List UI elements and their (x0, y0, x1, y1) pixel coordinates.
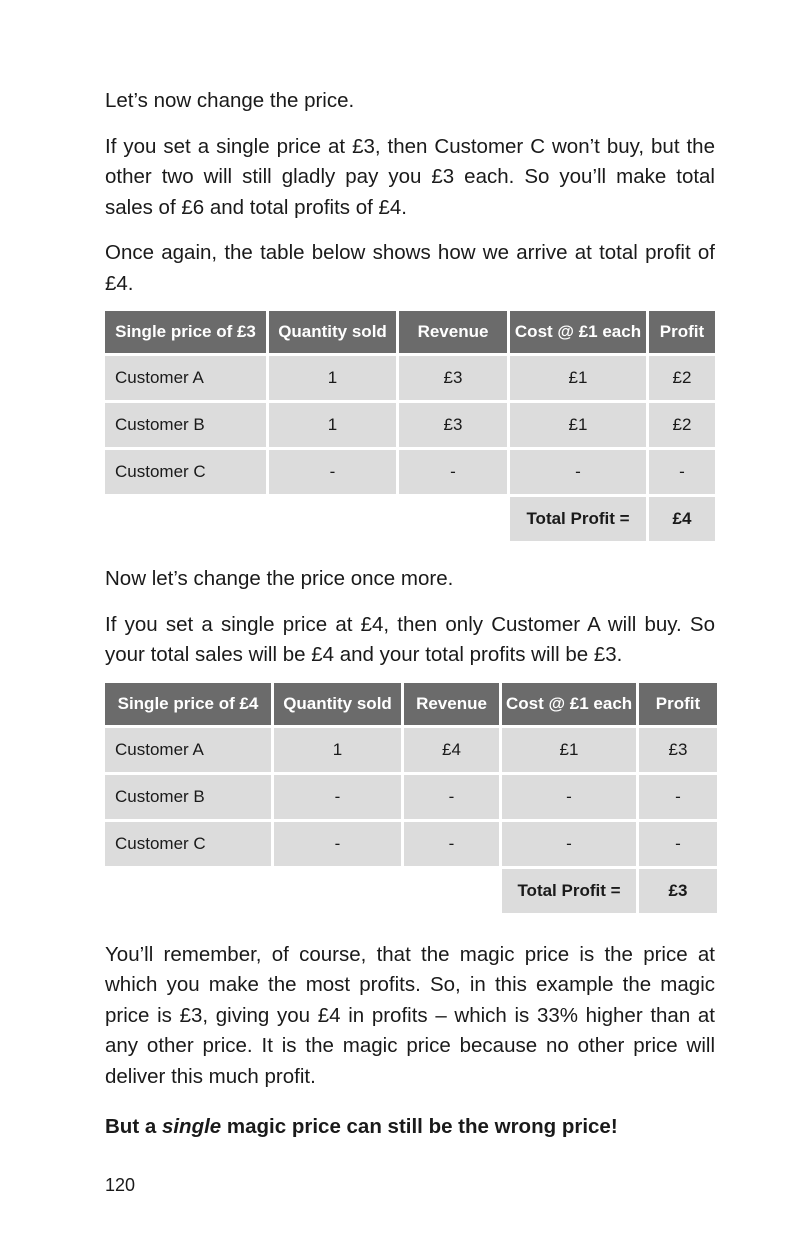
quantity-cell: 1 (269, 356, 396, 400)
table-header-row (105, 311, 715, 353)
total-row (105, 869, 717, 913)
cost-cell: £1 (502, 728, 636, 772)
quantity-cell: 1 (269, 403, 396, 447)
revenue-cell: £3 (399, 356, 507, 400)
profit-cell: - (639, 822, 717, 866)
price-table-3 (102, 308, 718, 544)
page-number: 120 (105, 1175, 136, 1195)
total-profit-value: £4 (649, 497, 715, 541)
table-header-row (105, 683, 717, 725)
total-profit-label: Total Profit = (502, 869, 636, 913)
cost-cell: - (502, 822, 636, 866)
quantity-cell: - (274, 822, 401, 866)
cost-cell: £1 (510, 356, 646, 400)
page-content (105, 86, 715, 1143)
total-row (105, 497, 715, 541)
paragraph-change-again: Now let’s change the price once more. (105, 567, 454, 590)
revenue-cell: - (404, 822, 499, 866)
revenue-cell: - (404, 775, 499, 819)
column-header: Single price of £3 (105, 311, 266, 353)
column-header: Revenue (399, 311, 507, 353)
column-header: Profit (639, 683, 717, 725)
customer-cell: Customer C (105, 822, 271, 866)
table-row (105, 356, 715, 400)
revenue-cell: - (399, 450, 507, 494)
cost-cell: £1 (510, 403, 646, 447)
paragraph-change-price: Let’s now change the price. (105, 89, 355, 112)
total-profit-value: £3 (639, 869, 717, 913)
table-row (105, 775, 717, 819)
table-row (105, 728, 717, 772)
profit-cell: - (639, 775, 717, 819)
price-table-3-wrapper (105, 308, 715, 544)
cost-cell: - (510, 450, 646, 494)
column-header: Quantity sold (269, 311, 396, 353)
closing-text-emphasis: single (161, 1115, 222, 1138)
column-header: Revenue (404, 683, 499, 725)
price-table-4-wrapper (105, 680, 715, 916)
closing-statement (105, 1112, 715, 1143)
revenue-cell: £3 (399, 403, 507, 447)
empty-cell (269, 497, 396, 541)
profit-cell: - (649, 450, 715, 494)
paragraph-price-3: If you set a single price at £3, then Customer C won’t buy, but the other two will still gladly pay you £3 each. So you’ll make total sales of £6 and total profits of £4. (105, 134, 715, 219)
closing-text-end: magic price can still be the wrong price! (221, 1115, 618, 1138)
closing-text-start: But a (105, 1115, 162, 1138)
cost-cell: - (502, 775, 636, 819)
revenue-cell: £4 (404, 728, 499, 772)
quantity-cell: 1 (274, 728, 401, 772)
customer-cell: Customer B (105, 775, 271, 819)
profit-cell: £2 (649, 403, 715, 447)
column-header: Cost @ £1 each (510, 311, 646, 353)
total-profit-label: Total Profit = (510, 497, 646, 541)
customer-cell: Customer B (105, 403, 266, 447)
quantity-cell: - (269, 450, 396, 494)
empty-cell (399, 497, 507, 541)
table-row (105, 403, 715, 447)
table-row (105, 822, 717, 866)
paragraph-price-4: If you set a single price at £4, then only Customer A will buy. So your total sales will be £4 and your total profits will be £3. (105, 612, 715, 666)
profit-cell: £3 (639, 728, 717, 772)
column-header: Single price of £4 (105, 683, 271, 725)
empty-cell (105, 869, 271, 913)
paragraph-table-intro: Once again, the table below shows how we arrive at total profit of £4. (105, 241, 715, 295)
column-header: Profit (649, 311, 715, 353)
customer-cell: Customer C (105, 450, 266, 494)
column-header: Quantity sold (274, 683, 401, 725)
empty-cell (404, 869, 499, 913)
paragraph-magic-price: You’ll remember, of course, that the magic price is the price at which you make the most profits. So, in this example the magic price is £3, giving you £4 in profits – which is 33% higher than at any other price. It is the magic price because no other price will deliver this much profit. (105, 942, 715, 1088)
price-table-4 (102, 680, 720, 916)
column-header: Cost @ £1 each (502, 683, 636, 725)
table-row (105, 450, 715, 494)
customer-cell: Customer A (105, 728, 271, 772)
quantity-cell: - (274, 775, 401, 819)
customer-cell: Customer A (105, 356, 266, 400)
empty-cell (105, 497, 266, 541)
empty-cell (274, 869, 401, 913)
profit-cell: £2 (649, 356, 715, 400)
